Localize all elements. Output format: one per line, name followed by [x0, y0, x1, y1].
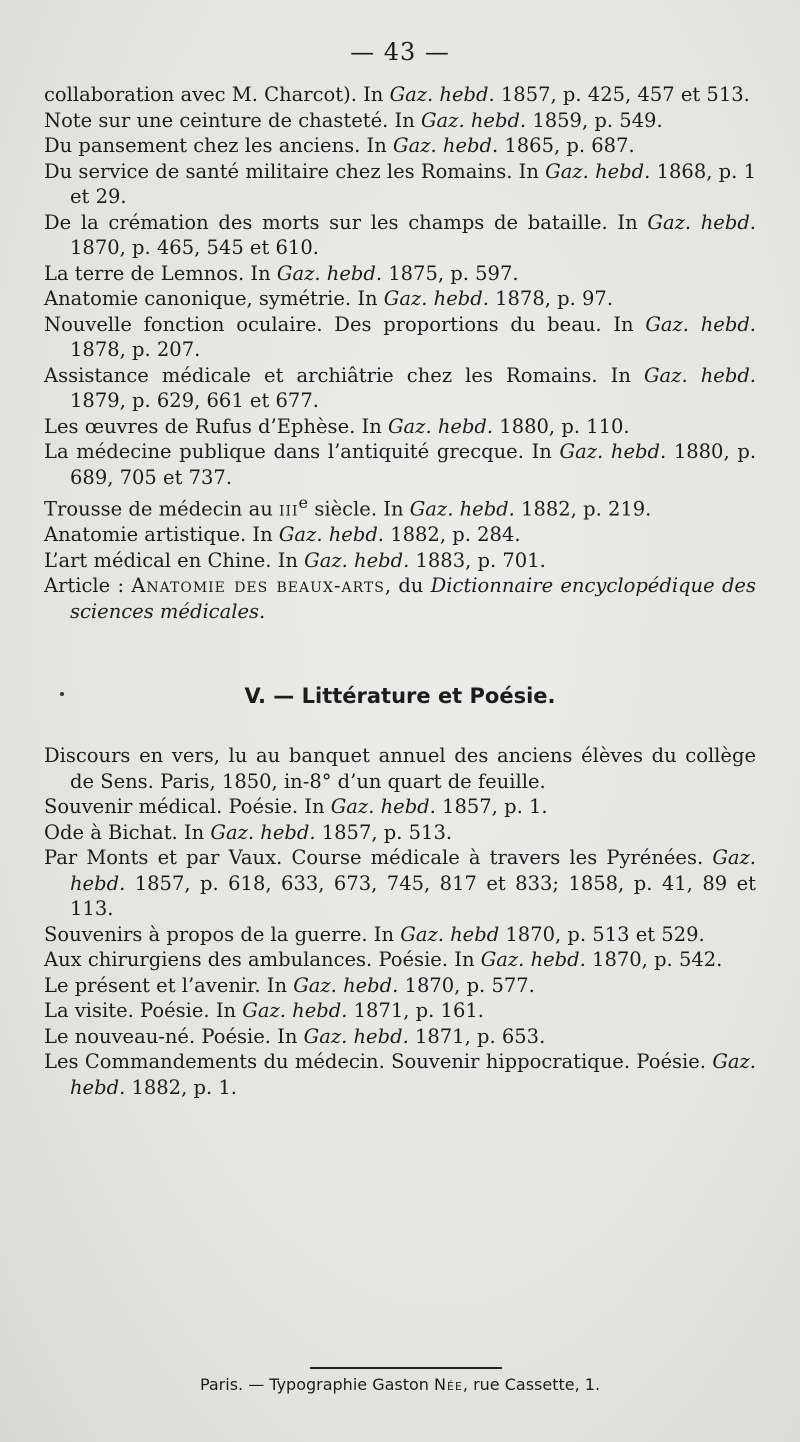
entry-journal: Gaz. hebd	[400, 922, 500, 946]
entry-title-rest: siècle. In	[308, 497, 410, 521]
bibliography-list-medical-history	[44, 82, 756, 624]
page-number: — 43 —	[350, 38, 450, 66]
bibliography-entry	[44, 947, 756, 973]
entry-title: Anatomie canonique, symétrie. In	[44, 287, 384, 310]
entry-title: De la crémation des morts sur les champs de bataille. In	[44, 210, 648, 234]
bibliography-entry	[44, 1024, 756, 1050]
article-title: Anatomie des beaux-arts	[131, 574, 385, 597]
entry-title: Le présent et l’avenir. In	[44, 973, 294, 997]
entry-journal: Gaz. hebd.	[480, 948, 586, 971]
imprint-printer-name: Née	[434, 1375, 463, 1394]
entry-journal: Gaz. hebd.	[293, 973, 399, 997]
entry-citation: 1857, p. 425, 457 et 513.	[494, 83, 750, 106]
entry-title: Note sur une ceinture de chasteté. In	[44, 108, 421, 132]
entry-journal: Gaz. hebd.	[70, 846, 756, 895]
entry-journal: Gaz. hebd.	[420, 108, 527, 132]
bibliography-entry	[44, 973, 756, 999]
entry-journal: Gaz. hebd.	[304, 548, 410, 572]
entry-title: Les Commandements du médecin. Souvenir hippocratique. Poésie.	[44, 1050, 713, 1073]
entry-journal: Gaz. hebd.	[389, 83, 495, 106]
bibliography-entry	[44, 210, 756, 261]
entry-journal: Gaz. hebd.	[210, 820, 316, 844]
entry-title: La visite. Poésie. In	[44, 999, 243, 1022]
entry-journal: Gaz. hebd.	[303, 1024, 409, 1048]
entry-title: Assistance médicale et archiâtrie chez les Romains. In	[44, 363, 644, 387]
entry-superscript: e	[298, 493, 309, 512]
bibliography-entry	[44, 414, 756, 440]
entry-citation: 1870, p. 513 et 529.	[499, 922, 705, 946]
entry-citation: 1879, p. 629, 661 et 677.	[70, 389, 319, 412]
entry-citation: 1882, p. 284.	[384, 523, 521, 546]
article-end: .	[259, 599, 266, 623]
entry-citation: 1882, p. 219.	[514, 497, 652, 521]
entry-journal: Gaz. hebd.	[545, 159, 651, 183]
entry-citation: 1878, p. 207.	[70, 338, 201, 361]
entry-title: Les œuvres de Rufus d’Ephèse. In	[44, 414, 388, 438]
entry-citation: 1857, p. 513.	[315, 820, 453, 844]
entry-citation: 1857, p. 1.	[435, 795, 548, 818]
bibliography-entry	[44, 845, 756, 922]
bibliography-entry	[44, 133, 756, 159]
entry-citation: 1865, p. 687.	[498, 134, 635, 157]
entry-journal: Gaz. hebd.	[242, 999, 348, 1022]
bibliography-entry	[44, 312, 756, 363]
entry-title: Anatomie artistique. In	[44, 523, 279, 546]
entry-citation: 1870, p. 577.	[398, 973, 535, 997]
entry-title: Ode à Bichat. In	[44, 820, 211, 844]
bibliography-entry	[44, 108, 756, 134]
entry-citation: 1880, p. 689, 705 et 737.	[70, 440, 757, 489]
entry-title: La terre de Lemnos. In	[44, 261, 277, 285]
article-entry	[44, 573, 756, 624]
bibliography-entry	[44, 522, 756, 548]
bibliography-entry	[44, 82, 756, 108]
entry-title: Trousse de médecin au	[44, 497, 279, 521]
entry-citation: 1871, p. 161.	[347, 999, 484, 1022]
entry-citation: 1859, p. 549.	[526, 108, 663, 132]
entry-title: Discours en vers, lu au banquet annuel des anciens élèves du collège de Sens. Paris, 1850, in-8° d’un quart de feuille.	[44, 744, 756, 793]
entry-journal: Gaz. hebd.	[645, 312, 756, 336]
imprint-prefix: Paris. — Typographie Gaston	[199, 1375, 435, 1394]
bibliography-entry	[44, 548, 756, 574]
bibliography-entry	[44, 363, 756, 414]
bibliography-entry	[44, 439, 756, 490]
entry-title: Nouvelle fonction oculaire. Des proportions du beau. In	[44, 312, 646, 336]
entry-title: Souvenir médical. Poésie. In	[44, 795, 331, 818]
bibliography-entry	[44, 159, 756, 210]
entry-citation: 1883, p. 701.	[409, 548, 546, 572]
entry-citation: 1870, p. 465, 545 et 610.	[70, 236, 319, 259]
entry-journal: Gaz. hebd.	[330, 795, 436, 818]
entry-journal: Gaz. hebd.	[278, 523, 384, 546]
entry-journal: Gaz. hebd.	[559, 440, 667, 463]
entry-journal: Gaz. hebd.	[383, 287, 489, 310]
entry-journal: Gaz. hebd.	[70, 1050, 756, 1099]
article-label: Article :	[44, 574, 132, 597]
entry-journal: Gaz. hebd.	[276, 261, 383, 285]
bibliography-entry	[44, 998, 756, 1024]
bibliography-entry	[44, 922, 756, 948]
entry-journal: Gaz. hebd.	[643, 363, 756, 387]
entry-journal: Gaz. hebd.	[409, 497, 515, 521]
entry-citation: 1868, p. 1 et 29.	[70, 159, 756, 208]
entry-citation: 1875, p. 597.	[382, 261, 519, 285]
section-heading: V. — Littérature et Poésie.	[244, 684, 556, 708]
article-dictionary: Dictionnaire encyclopédique des sciences médicales	[70, 574, 756, 623]
entry-citation: 1878, p. 97.	[488, 287, 614, 310]
entry-title: Du pansement chez les anciens. In	[44, 134, 394, 157]
entry-century: iii	[278, 497, 299, 521]
footer-rule	[310, 1367, 502, 1369]
entry-title: Souvenirs à propos de la guerre. In	[44, 922, 401, 946]
bibliography-entry	[44, 1049, 756, 1100]
bibliography-entry	[44, 743, 756, 794]
imprint-suffix: , rue Cassette, 1.	[462, 1375, 601, 1394]
entry-title: La médecine publique dans l’antiquité grecque. In	[44, 440, 560, 463]
entry-citation: 1870, p. 542.	[585, 948, 723, 971]
entry-citation: 1880, p. 110.	[493, 414, 630, 438]
entry-title: Du service de santé militaire chez les Romains. In	[44, 159, 546, 183]
bibliography-entry	[44, 261, 756, 287]
entry-citation: 1857, p. 618, 633, 673, 745, 817 et 833; 1858, p. 41, 89 et 113.	[70, 871, 756, 920]
article-connector: , du	[384, 574, 431, 597]
entry-journal: Gaz. hebd.	[387, 414, 494, 438]
bibliography-entry	[44, 490, 756, 522]
bibliography-entry	[44, 820, 756, 846]
bibliography-list-literature-poetry	[44, 743, 756, 1100]
entry-title: Le nouveau-né. Poésie. In	[44, 1024, 304, 1048]
entry-citation: 1882, p. 1.	[125, 1075, 237, 1099]
entry-title: Par Monts et par Vaux. Course médicale à travers les Pyrénées.	[44, 846, 713, 869]
entry-citation: 1871, p. 653.	[408, 1024, 546, 1048]
entry-journal: Gaz. hebd.	[647, 210, 757, 234]
bibliography-entry	[44, 286, 756, 312]
entry-title: L’art médical en Chine. In	[44, 548, 305, 572]
bibliography-entry	[44, 794, 756, 820]
entry-title: Aux chirurgiens des ambulances. Poésie. In	[44, 948, 481, 971]
printer-imprint	[0, 1375, 800, 1394]
entry-journal: Gaz. hebd.	[393, 134, 499, 157]
entry-title: collaboration avec M. Charcot). In	[44, 83, 390, 106]
